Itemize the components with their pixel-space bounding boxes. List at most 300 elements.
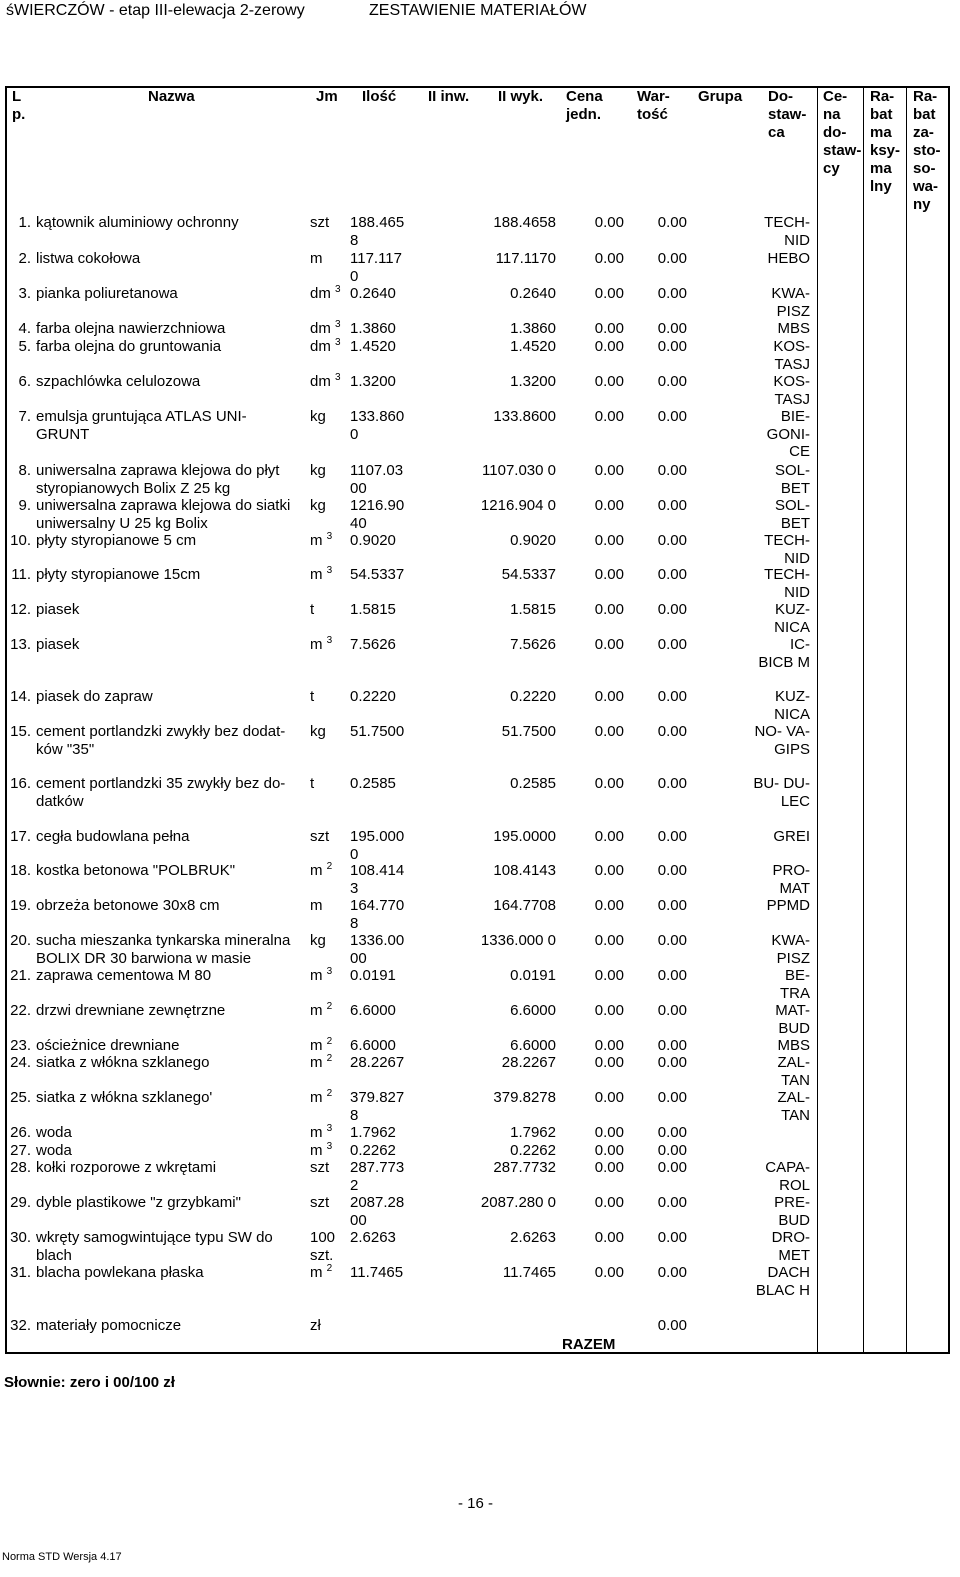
row-unit-price: 0.00 [657,462,687,479]
row-quantity: 2087.28 00 [350,1194,405,1229]
row-unit [310,601,348,619]
row-name: woda [36,1142,72,1159]
column-header-grupa: Grupa [698,88,743,105]
row-ii-wyk: 0.00 [594,462,624,479]
row-lp: 32. [10,1317,31,1334]
row-name: cement portlandzki 35 zwykły bez do- datków [36,775,286,810]
doc-header [6,2,587,20]
unit-text: kg [310,932,326,949]
row-ii-inw: 188.4658 [493,214,556,231]
row-lp: 26. [10,1124,31,1141]
row-ii-inw: 6.6000 [510,1037,556,1054]
unit-exponent: 3 [335,337,341,348]
row-unit [310,967,348,985]
row-unit [310,338,348,356]
unit-text: szt [310,828,330,845]
unit-exponent: 3 [326,565,333,576]
row-ii-inw: 379.8278 [493,1089,556,1106]
unit-text: dm [310,338,331,355]
row-quantity: 164.770 8 [350,897,405,932]
row-ii-wyk: 0.00 [594,1194,624,1211]
row-quantity: 1.5815 [350,601,396,618]
row-supplier: SOL- BET [774,462,810,497]
row-unit [310,1089,348,1107]
unit-text: szt [310,1159,330,1176]
row-unit-price: 0.00 [657,1317,687,1334]
row-lp: 31. [10,1264,31,1281]
row-unit-price: 0.00 [657,688,687,705]
row-supplier: MAT- BUD [775,1002,810,1037]
row-ii-inw: 1216.904 0 [480,497,556,514]
row-unit [310,408,348,426]
row-unit [310,1142,348,1160]
unit-exponent: 2 [326,1263,333,1274]
row-ii-wyk: 0.00 [594,1037,624,1054]
unit-exponent: 2 [326,861,333,872]
unit-text: dm [310,320,331,337]
row-unit-price: 0.00 [657,338,687,355]
row-quantity: 1.4520 [350,338,396,355]
row-unit-price: 0.00 [657,1002,687,1019]
row-lp: 21. [10,967,31,984]
row-ii-wyk: 0.00 [594,636,624,653]
unit-exponent: 2 [326,1053,333,1064]
row-name: uniwersalna zaprawa klejowa do płyt styropianowych Bolix Z 25 kg [36,462,280,497]
row-unit-price: 0.00 [657,1037,687,1054]
row-lp: 18. [10,862,31,879]
unit-text: m [310,1054,323,1071]
row-name: drzwi drewniane zewnętrzne [36,1002,226,1019]
row-unit [310,320,348,338]
row-quantity: 1.3200 [350,373,396,390]
row-unit-price: 0.00 [657,408,687,425]
row-unit-price: 0.00 [657,1124,687,1141]
row-unit [310,828,348,846]
row-ii-wyk: 0.00 [594,967,624,984]
row-supplier: PPMD [766,897,810,914]
unit-text: kg [310,497,326,514]
unit-text: m [310,1264,323,1281]
row-name: płyty styropianowe 15cm [36,566,201,583]
row-quantity: 54.5337 [350,566,405,583]
row-unit-price: 0.00 [657,897,687,914]
row-supplier: HEBO [767,250,810,267]
column-header-nazwa: Nazwa [148,88,195,105]
row-ii-inw: 1.7962 [510,1124,556,1141]
row-lp: 17. [10,828,31,845]
row-lp: 1. [18,214,31,231]
row-name: szpachlówka celulozowa [36,373,201,390]
row-quantity: 0.2640 [350,285,396,302]
row-unit [310,1054,348,1072]
row-unit-price: 0.00 [657,214,687,231]
row-ii-inw: 1.4520 [510,338,556,355]
row-lp: 19. [10,897,31,914]
row-supplier: ZAL- TAN [777,1089,810,1124]
row-name: cement portlandzki zwykły bez dodat- ków "35" [36,723,286,758]
row-name: sucha mieszanka tynkarska mineralna BOLIX DR 30 barwiona w masie [36,932,291,967]
row-quantity: 1.7962 [350,1124,396,1141]
row-supplier: KOS- TASJ [773,338,810,373]
row-supplier: BIE- GONI- CE [766,408,810,460]
row-quantity: 0.0191 [350,967,396,984]
page-number: - 16 - [458,1495,494,1512]
row-supplier: KWA- PISZ [771,285,810,320]
row-name: obrzeża betonowe 30x8 cm [36,897,220,914]
row-unit [310,688,348,706]
row-unit-price: 0.00 [657,250,687,267]
unit-text: m [310,1142,323,1159]
row-unit-price: 0.00 [657,1054,687,1071]
row-unit-price: 0.00 [657,932,687,949]
row-unit [310,897,348,915]
unit-exponent: 3 [326,531,333,542]
unit-text: m [310,1089,323,1106]
column-header-lp: L p. [12,88,26,123]
row-supplier: BE- TRA [780,967,810,1002]
row-ii-inw: 0.2220 [510,688,556,705]
row-lp: 11. [11,566,31,583]
row-ii-inw: 7.5626 [510,636,556,653]
row-ii-inw: 1.3860 [510,320,556,337]
row-name: kołki rozporowe z wkrętami [36,1159,217,1176]
row-name: emulsja gruntująca ATLAS UNI- GRUNT [36,408,247,443]
unit-text: kg [310,408,326,425]
row-unit [310,1037,348,1055]
row-unit [310,1159,348,1177]
unit-text: m [310,1124,323,1141]
column-header-jm: Jm [316,88,338,105]
row-unit-price: 0.00 [657,373,687,390]
row-supplier: TECH- NID [764,566,810,601]
row-ii-inw: 287.7732 [493,1159,556,1176]
unit-text: 100 szt. [310,1229,336,1264]
row-ii-wyk: 0.00 [594,1124,624,1141]
row-ii-inw: 2087.280 0 [480,1194,556,1211]
row-unit [310,566,348,584]
row-unit-price: 0.00 [657,967,687,984]
row-ii-inw: 108.4143 [493,862,556,879]
row-unit-price: 0.00 [657,1089,687,1106]
row-name: ościeżnice drewniane [36,1037,180,1054]
row-supplier: KWA- PISZ [771,932,810,967]
unit-text: m [310,532,323,549]
column-header-rabat-max: Ra- bat ma ksy- ma lny [870,88,901,195]
row-unit [310,1194,348,1212]
row-unit-price: 0.00 [657,1229,687,1246]
row-quantity: 51.7500 [350,723,405,740]
row-name: kostka betonowa "POLBRUK" [36,862,236,879]
row-lp: 10. [10,532,31,549]
row-ii-wyk: 0.00 [594,532,624,549]
row-quantity: 0.2262 [350,1142,396,1159]
row-supplier: DACH BLAC H [755,1264,810,1299]
row-name: dyble plastikowe "z grzybkami" [36,1194,241,1211]
row-quantity: 2.6263 [350,1229,396,1246]
unit-text: kg [310,462,326,479]
row-unit-price: 0.00 [657,636,687,653]
row-lp: 24. [10,1054,31,1071]
row-quantity: 1336.00 00 [350,932,405,967]
row-lp: 20. [10,932,31,949]
row-quantity: 379.827 8 [350,1089,405,1124]
row-unit-price: 0.00 [657,1159,687,1176]
row-supplier: DRO- MET [771,1229,810,1264]
row-ii-wyk: 0.00 [594,320,624,337]
row-unit [310,775,348,793]
row-supplier: CAPA- ROL [765,1159,810,1194]
row-unit [310,1317,348,1335]
row-name: farba olejna do gruntowania [36,338,222,355]
row-ii-inw: 6.6000 [510,1002,556,1019]
row-ii-wyk: 0.00 [594,408,624,425]
row-unit [310,932,348,950]
row-supplier: NO- VA- GIPS [754,723,810,758]
unit-text: m [310,636,323,653]
unit-exponent: 3 [326,1123,333,1134]
row-unit-price: 0.00 [657,1142,687,1159]
row-unit-price: 0.00 [657,566,687,583]
row-unit [310,636,348,654]
row-name: siatka z włókna szklanego' [36,1089,213,1106]
unit-text: dm [310,285,331,302]
row-name: materiały pomocnicze [36,1317,182,1334]
row-unit-price: 0.00 [657,532,687,549]
row-quantity: 11.7465 [350,1264,404,1281]
row-supplier: GREI [773,828,810,845]
row-name: siatka z włókna szklanego [36,1054,210,1071]
row-lp: 13. [10,636,31,653]
row-unit-price: 0.00 [657,601,687,618]
row-lp: 25. [10,1089,31,1106]
row-unit [310,1124,348,1142]
row-unit [310,1264,348,1282]
row-supplier: IC- BICB M [758,636,810,671]
unit-text: m [310,897,323,914]
column-header-cena-dost: Ce- na do- staw- cy [823,88,862,177]
row-quantity: 6.6000 [350,1002,396,1019]
row-ii-wyk: 0.00 [594,1142,624,1159]
row-ii-inw: 28.2267 [501,1054,556,1071]
row-ii-wyk: 0.00 [594,1089,624,1106]
row-ii-wyk: 0.00 [594,897,624,914]
row-name: farba olejna nawierzchniowa [36,320,226,337]
row-supplier: KUZ- NICA [774,601,810,636]
row-ii-wyk: 0.00 [594,601,624,618]
row-ii-inw: 0.2640 [510,285,556,302]
row-name: blacha powlekana płaska [36,1264,204,1281]
row-lp: 27. [10,1142,31,1159]
row-quantity: 0.2585 [350,775,396,792]
unit-text: szt [310,1194,330,1211]
row-quantity: 6.6000 [350,1037,396,1054]
row-lp: 30. [10,1229,31,1246]
row-supplier: TECH- NID [764,214,810,249]
unit-exponent: 3 [335,372,341,383]
row-quantity: 0.2220 [350,688,396,705]
row-quantity: 117.117 0 [350,250,402,285]
row-unit [310,1229,348,1264]
unit-exponent: 3 [326,966,333,977]
column-divider [863,88,864,1352]
unit-exponent: 3 [326,1141,333,1152]
row-unit-price: 0.00 [657,723,687,740]
row-ii-inw: 164.7708 [493,897,556,914]
row-supplier: ZAL- TAN [777,1054,810,1089]
column-header-rabat-zast: Ra- bat za- sto- so- wa- ny [913,88,941,213]
row-ii-inw: 1.5815 [510,601,556,618]
row-unit [310,532,348,550]
row-supplier: PRE- BUD [774,1194,810,1229]
row-unit-price: 0.00 [657,775,687,792]
row-lp: 8. [18,462,31,479]
row-lp: 9. [18,497,31,514]
row-lp: 22. [10,1002,31,1019]
row-lp: 15. [10,723,31,740]
row-name: listwa cokołowa [36,250,141,267]
row-lp: 4. [18,320,31,337]
unit-exponent: 3 [335,319,341,330]
column-divider [817,88,818,1352]
unit-text: m [310,1002,323,1019]
row-ii-inw: 11.7465 [502,1264,556,1281]
row-ii-wyk: 0.00 [594,862,624,879]
row-ii-wyk: 0.00 [594,1002,624,1019]
unit-text: t [310,775,315,792]
unit-text: kg [310,723,326,740]
row-ii-wyk: 0.00 [594,828,624,845]
row-lp: 6. [18,373,31,390]
row-name: piasek do zapraw [36,688,153,705]
row-ii-wyk: 0.00 [594,1159,624,1176]
row-lp: 23. [10,1037,31,1054]
row-quantity: 7.5626 [350,636,396,653]
row-ii-wyk: 0.00 [594,723,624,740]
row-unit-price: 0.00 [657,828,687,845]
row-unit-price: 0.00 [657,1264,687,1281]
row-ii-wyk: 0.00 [594,338,624,355]
column-header-ii-wyk: II wyk. [498,88,544,105]
row-ii-wyk: 0.00 [594,373,624,390]
row-quantity: 1107.03 00 [350,462,404,497]
column-header-ii-inw: II inw. [428,88,470,105]
razem-label: RAZEM [562,1336,616,1353]
row-unit-price: 0.00 [657,1194,687,1211]
row-unit-price: 0.00 [657,862,687,879]
unit-text: m [310,1037,323,1054]
row-name: uniwersalna zaprawa klejowa do siatki uniwersalny U 25 kg Bolix [36,497,291,532]
unit-text: t [310,601,315,618]
row-unit-price: 0.00 [657,320,687,337]
unit-text: m [310,967,323,984]
row-unit [310,250,348,268]
unit-text: szt [310,214,330,231]
column-header-dostawca: Do- staw- ca [768,88,807,141]
row-quantity: 108.414 3 [350,862,405,897]
row-ii-wyk: 0.00 [594,250,624,267]
row-name: piasek [36,601,80,618]
row-unit [310,497,348,515]
row-unit [310,214,348,232]
row-ii-inw: 2.6263 [510,1229,556,1246]
row-quantity: 1.3860 [350,320,396,337]
row-ii-inw: 1107.030 0 [482,462,556,479]
row-ii-wyk: 0.00 [594,214,624,231]
unit-exponent: 3 [335,284,341,295]
row-quantity: 195.000 0 [350,828,405,863]
row-supplier: TECH- NID [764,532,810,567]
row-supplier: MBS [777,1037,810,1054]
doc-title: śWIERCZÓW - etap III-elewacja 2-zerowy [6,2,305,19]
row-name: woda [36,1124,72,1141]
row-quantity: 287.773 2 [350,1159,405,1194]
row-name: piasek [36,636,80,653]
row-unit-price: 0.00 [657,285,687,302]
row-ii-wyk: 0.00 [594,1229,624,1246]
row-ii-wyk: 0.00 [594,688,624,705]
row-unit [310,373,348,391]
column-divider [906,88,907,1352]
row-ii-inw: 117.1170 [495,250,556,267]
row-lp: 12. [10,601,31,618]
row-ii-inw: 133.8600 [493,408,556,425]
row-ii-wyk: 0.00 [594,497,624,514]
row-name: zaprawa cementowa M 80 [36,967,212,984]
doc-subtitle: ZESTAWIENIE MATERIAŁÓW [369,2,587,19]
column-header-wartosc: War- tość [637,88,670,123]
row-lp: 16. [10,775,31,792]
unit-exponent: 2 [326,1001,333,1012]
row-unit [310,285,348,303]
row-lp: 5. [18,338,31,355]
unit-text: m [310,566,323,583]
row-name: pianka poliuretanowa [36,285,178,302]
row-lp: 7. [18,408,31,425]
row-quantity: 133.860 0 [350,408,405,443]
row-lp: 28. [10,1159,31,1176]
unit-exponent: 2 [326,1036,333,1047]
row-quantity: 1216.90 40 [350,497,405,532]
row-ii-inw: 1336.000 0 [480,932,556,949]
row-name: płyty styropianowe 5 cm [36,532,197,549]
row-quantity: 188.465 8 [350,214,405,249]
row-supplier: BU- DU- LEC [753,775,810,810]
row-supplier: PRO- MAT [772,862,810,897]
column-header-ilosc: Ilość [362,88,397,105]
row-ii-inw: 0.0191 [510,967,556,984]
row-ii-wyk: 0.00 [594,1054,624,1071]
row-lp: 2. [18,250,31,267]
unit-text: zł [310,1317,321,1334]
row-ii-wyk: 0.00 [594,566,624,583]
unit-text: t [310,688,315,705]
row-supplier: MBS [777,320,810,337]
unit-exponent: 3 [326,635,333,646]
row-unit [310,862,348,880]
row-lp: 29. [10,1194,31,1211]
row-ii-inw: 51.7500 [501,723,556,740]
row-ii-inw: 0.2585 [510,775,556,792]
row-name: wkręty samogwintujące typu SW do blach [36,1229,273,1264]
row-supplier: KOS- TASJ [773,373,810,408]
unit-text: dm [310,373,331,390]
row-ii-wyk: 0.00 [594,1264,624,1281]
row-name: cegła budowlana pełna [36,828,190,845]
row-ii-wyk: 0.00 [594,775,624,792]
unit-text: m [310,862,323,879]
unit-text: m [310,250,323,267]
norma-label: Norma STD Wersja 4.17 [2,1551,122,1563]
